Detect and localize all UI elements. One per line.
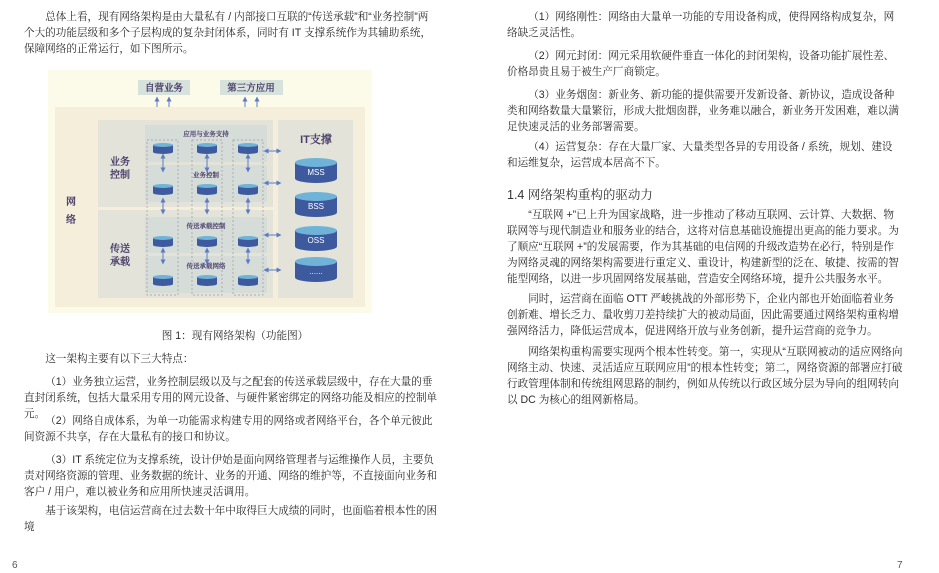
section-heading: 1.4 网络架构重构的驱动力	[507, 188, 653, 202]
it-system-label: BSS	[307, 202, 325, 211]
database-icon	[153, 236, 173, 247]
group-label-service-control: 业务控制	[110, 157, 130, 181]
paragraph: （3）业务烟囱：新业务、新功能的提供需要开发新设备、新协议，造成设备种类和网络数量大量繁衍，形成大批烟囱群，业务难以融合，新业务开发困难，难以满足快速灵活的业务部署需要。	[507, 89, 899, 133]
top-box-label: 自营业务	[144, 83, 184, 94]
paragraph: 同时，运营商在面临 OTT 严峻挑战的外部形势下，企业内部也开始面临着业务创新难、增长乏力、量收剪刀差持续扩大的被动局面，因此需要通过网络架构重构增强网络活力，降低运营成本，促进网络开放与业务创新，提升运营商的竞争力。	[507, 293, 899, 337]
database-icon	[238, 184, 258, 195]
it-support-title: IT支撑	[300, 134, 332, 146]
layer-label: 传送承载网络	[186, 263, 226, 270]
figure-caption: 图 1：现有网络架构（功能图）	[161, 330, 309, 342]
it-system-label: OSS	[307, 236, 325, 245]
paragraph: （1）业务独立运营，业务控制层级以及与之配套的传送承载层级中，存在大量的垂直封闭系统，包括大量采用专用的网元设备、与硬件紧密绑定的网络功能及相应的控制单元。	[24, 376, 438, 420]
paragraph: 总体上看，现有网络架构是由大量私有 / 内部接口互联的“传送承载”和“业务控制”两个大的功能层级和多个子层构成的复杂封闭体系，同时有 IT 支撑系统作为其辅助系统，保障网络的正常运行，如下图所示。	[24, 11, 432, 55]
layer-label: 业务控制	[193, 172, 219, 179]
database-icon	[153, 184, 173, 195]
paragraph: （2）网络自成体系，为单一功能需求构建专用的网络或者网络平台，各个单元彼此间资源不共享，存在大量私有的接口和协议。	[24, 415, 433, 443]
paragraph: （1）网络刚性：网络由大量单一功能的专用设备构成，使得网络构成复杂，网络缺乏灵活性。	[507, 11, 895, 39]
it-system-1	[295, 192, 337, 217]
database-icon	[197, 184, 217, 195]
paragraph: 网络架构重构需要实现两个根本性转变。第一，实现从“互联网被动的适应网络向网络主动、快速、灵活适应互联网应用”的根本性转变；第二，网络资源的部署应打破行政管理体制和传统组网思路的制约，例如从传统以行政区域分层为导向的组网转向以 DC 为核心的组网新格局。	[507, 346, 903, 406]
database-icon	[197, 275, 217, 286]
layer-label: 传送承载控制	[186, 223, 226, 230]
paragraph: （4）运营复杂：存在大量厂家、大量类型各异的专用设备 / 系统，规划、建设和运维复杂，运营成本居高不下。	[507, 141, 893, 169]
database-icon	[238, 143, 258, 154]
it-system-label: ......	[309, 267, 323, 276]
right-page	[470, 0, 939, 573]
it-system-label: MSS	[307, 168, 325, 177]
it-system-2	[295, 226, 337, 251]
paragraph: 基于该架构，电信运营商在过去数十年中取得巨大成绩的同时，也面临着根本性的困境	[24, 505, 438, 533]
database-icon	[197, 236, 217, 247]
network-label: 网络	[66, 197, 76, 226]
it-system-3	[295, 257, 337, 282]
database-icon	[238, 236, 258, 247]
page-number: 6	[12, 560, 18, 571]
paragraph: 这一架构主要有以下三大特点：	[45, 353, 194, 365]
network-architecture-figure	[0, 0, 470, 320]
database-icon	[197, 143, 217, 154]
paragraph: （2）网元封闭：网元采用软硬件垂直一体化的封闭架构，设备功能扩展性差、价格昂贵且易于被生产厂商锁定。	[507, 50, 895, 78]
database-icon	[238, 275, 258, 286]
layer-service-control	[145, 165, 267, 202]
page-number: 7	[897, 560, 903, 571]
paragraph: “互联网 +”已上升为国家战略，进一步推动了移动互联网、云计算、大数据、物联网等与现代制造业和服务业的结合，这将对信息基础设施提出更高的能力要求。为了顺应“互联网 +”的发展需要，作为其基础的电信网的升级改造势在必行，特别是作为网络灵魂的网络架构需要进行重定义、重设计，构建新型的泛在、敏捷、按需的智能型网络，以进一步巩固网络发展基础，营造安全网络环境，提升公共服务水平。	[507, 209, 899, 285]
it-system-0	[295, 158, 337, 183]
paragraph: （3）IT 系统定位为支撑系统，设计伊始是面向网络管理者与运维操作人员，主要负责对网络资源的管理、业务数据的统计、业务的开通、网络的维护等，不直接面向业务和客户 / 用户，难以被业务和应用所快速灵活调用。	[24, 454, 438, 498]
top-box-label: 第三方应用	[227, 83, 275, 94]
group-label-transport: 传送承载	[110, 244, 130, 268]
database-icon	[153, 143, 173, 154]
layer-label: 应用与业务支持	[183, 131, 229, 138]
database-icon	[153, 275, 173, 286]
